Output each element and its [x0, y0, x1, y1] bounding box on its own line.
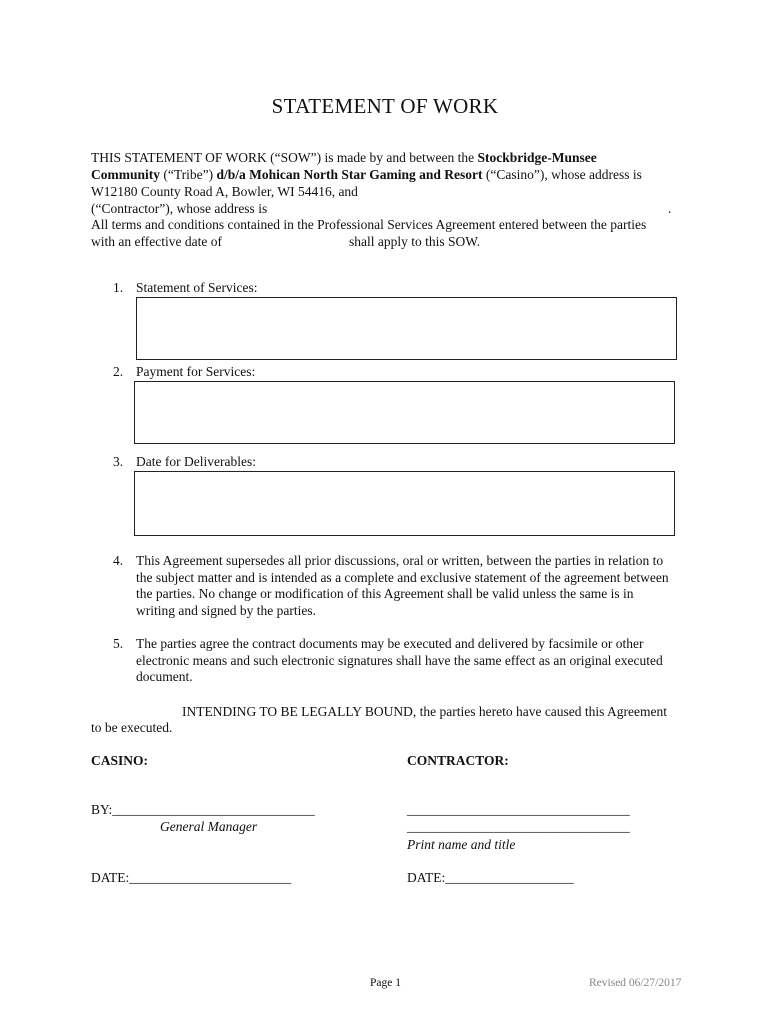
intro-line-6b: shall apply to this SOW.	[349, 234, 481, 249]
contractor-signature-line[interactable]: _________________________________	[407, 802, 630, 817]
closing-line-1: INTENDING TO BE LEGALLY BOUND, the parties hereto have caused this Agreement	[182, 704, 668, 719]
intro-line-2	[91, 166, 642, 183]
community-bold: Community	[91, 167, 161, 182]
casino-label: CASINO:	[91, 753, 149, 768]
closing-line-2: to be executed.	[91, 720, 173, 735]
contractor-date-line[interactable]: DATE:___________________	[407, 870, 574, 885]
clause-line: writing and signed by the parties.	[136, 602, 316, 618]
date-for-deliverables-label: Date for Deliverables:	[136, 454, 256, 469]
statement-of-services-label: Statement of Services:	[136, 280, 258, 295]
item-number: 1.	[113, 280, 124, 295]
clause-line: This Agreement supersedes all prior discussions, oral or written, between the parties in relation to	[136, 553, 664, 568]
clause-line: document.	[136, 669, 193, 684]
clause-line: The parties agree the contract documents may be executed and delivered by facsimile or other	[136, 636, 644, 651]
intro-text: (“Tribe”)	[160, 167, 217, 182]
payment-for-services-label: Payment for Services:	[136, 364, 256, 379]
intro-line-3: W12180 County Road A, Bowler, WI 54416, and	[91, 184, 358, 199]
page-number: Page 1	[370, 977, 401, 989]
clause-line: the subject matter and is intended as a complete and exclusive statement of the agreement between	[136, 569, 669, 585]
date-for-deliverables-field[interactable]	[134, 471, 675, 536]
print-name-caption: Print name and title	[407, 837, 516, 852]
payment-for-services-field[interactable]	[134, 381, 675, 444]
general-manager-caption: General Manager	[160, 819, 258, 834]
casino-name-bold: d/b/a Mohican North Star Gaming and Resort	[216, 167, 483, 182]
intro-line-6a: with an effective date of	[91, 234, 222, 249]
clause-line: electronic means and such electronic signatures shall have the same effect as an original executed	[136, 652, 663, 668]
document-title: STATEMENT OF WORK	[271, 94, 499, 118]
clause-4-text	[136, 553, 669, 619]
clause-number: 5.	[113, 636, 124, 651]
intro-line-1	[91, 149, 597, 166]
clause-5-text	[136, 636, 663, 686]
tribe-name-bold: Stockbridge-Munsee	[477, 150, 597, 165]
contractor-name-line[interactable]: _________________________________	[407, 819, 630, 834]
item-number: 2.	[113, 364, 124, 379]
casino-signature-line[interactable]: BY:______________________________	[91, 802, 315, 817]
contractor-label: CONTRACTOR:	[407, 753, 509, 768]
casino-date-line[interactable]: DATE:________________________	[91, 870, 292, 885]
intro-line-5: All terms and conditions contained in the Professional Services Agreement entered between the parties	[91, 217, 647, 232]
intro-line-4: (“Contractor”), whose address is	[91, 201, 268, 216]
revision-date: Revised 06/27/2017	[589, 977, 682, 989]
intro-text: THIS STATEMENT OF WORK (“SOW”) is made by and between the	[91, 150, 478, 165]
clause-line: the parties. No change or modification of this Agreement shall be valid unless the same is in	[136, 586, 634, 601]
intro-line-4-end: .	[668, 201, 672, 216]
clause-number: 4.	[113, 553, 124, 568]
item-number: 3.	[113, 454, 124, 469]
intro-text: (“Casino”), whose address is	[482, 167, 642, 182]
statement-of-services-field[interactable]	[136, 297, 677, 360]
